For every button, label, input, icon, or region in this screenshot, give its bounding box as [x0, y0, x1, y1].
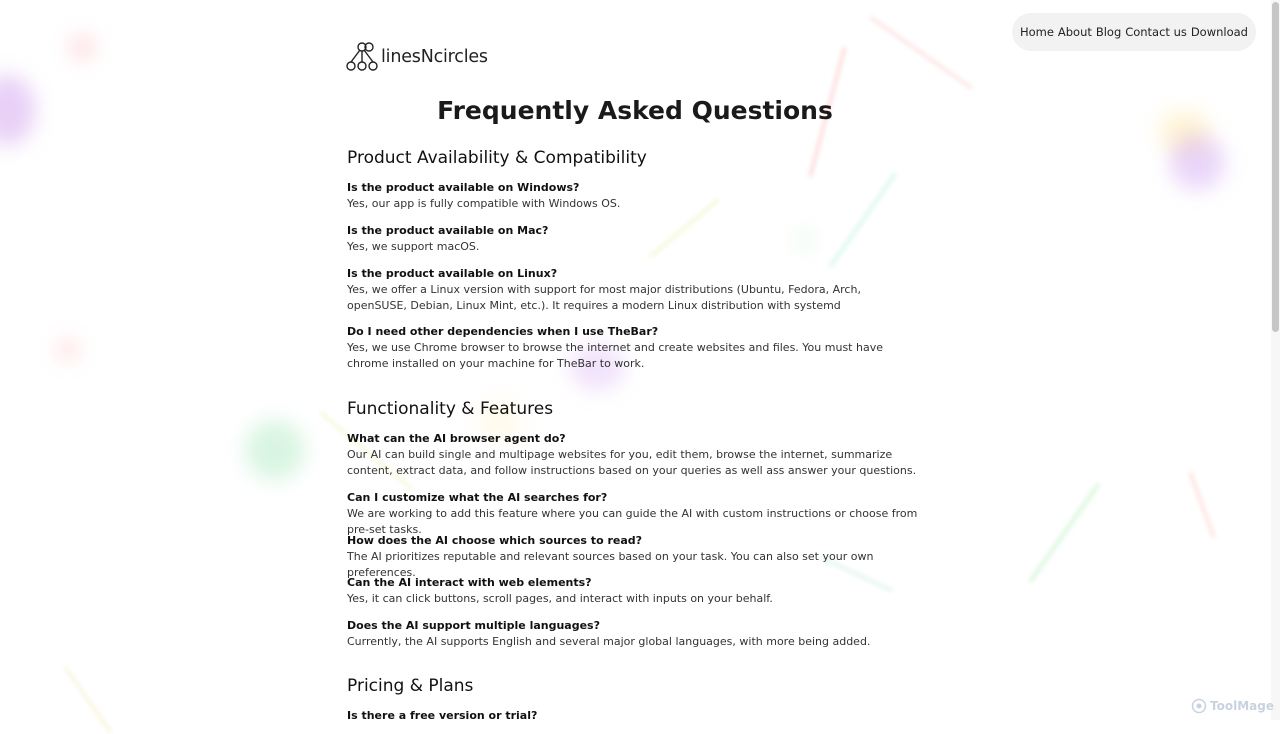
toolmage-logo-icon: [1191, 698, 1207, 714]
nav-contact-link[interactable]: Contact us: [1125, 25, 1187, 39]
faq-item: [347, 324, 922, 372]
faq-answer: Currently, the AI supports English and several major global languages, with more being added.: [347, 635, 871, 648]
site-logo[interactable]: [346, 42, 488, 72]
faq-item: [347, 223, 922, 255]
faq-question: Do I need other dependencies when I use TheBar?: [347, 325, 659, 338]
section-title-availability: Product Availability & Compatibility: [347, 148, 647, 168]
faq-answer: The AI prioritizes reputable and relevant sources based on your task. You can also set your own preferences.: [347, 550, 874, 579]
faq-answer: Yes, our app is fully compatible with Windows OS.: [347, 197, 621, 210]
faq-item: [347, 533, 922, 581]
faq-question: Can the AI interact with web elements?: [347, 576, 592, 589]
faq-question: Can I customize what the AI searches for?: [347, 491, 608, 504]
faq-question: How does the AI choose which sources to read?: [347, 534, 643, 547]
faq-item: [347, 575, 922, 607]
faq-item: [347, 490, 922, 538]
faq-question: Is the product available on Linux?: [347, 267, 558, 280]
faq-question: Is the product available on Windows?: [347, 181, 580, 194]
faq-answer: Yes, we offer a Linux version with support for most major distributions (Ubuntu, Fedora, Arch, openSUSE, Debian, Linux Mint, etc.). It requires a modern Linux distribution with systemd: [347, 283, 861, 312]
page-title: Frequently Asked Questions: [437, 96, 833, 125]
faq-answer: Yes, we support macOS.: [347, 240, 480, 253]
faq-item: [347, 708, 922, 724]
faq-answer: Yes, it can click buttons, scroll pages, and interact with inputs on your behalf.: [347, 592, 773, 605]
nav-home-link[interactable]: Home: [1019, 25, 1054, 39]
section-title-pricing: Pricing & Plans: [347, 676, 474, 696]
faq-item: [347, 180, 922, 212]
section-title-functionality: Functionality & Features: [347, 399, 554, 419]
faq-question: Does the AI support multiple languages?: [347, 619, 600, 632]
watermark-text: ToolMage: [1210, 699, 1274, 713]
scrollbar[interactable]: [1271, 0, 1280, 720]
faq-question: Is there a free version or trial?: [347, 709, 538, 722]
nav-about-link[interactable]: About: [1057, 25, 1092, 39]
faq-question: What can the AI browser agent do?: [347, 432, 566, 445]
faq-answer: Yes, we use Chrome browser to browse the internet and create websites and files. You must have chrome installed on your machine for TheBar to work.: [347, 341, 883, 370]
logo-text: linesNcircles: [381, 47, 488, 67]
top-nav: [1012, 13, 1256, 51]
scrollbar-thumb[interactable]: [1272, 2, 1279, 332]
faq-question: Is the product available on Mac?: [347, 224, 549, 237]
faq-answer: We are working to add this feature where you can guide the AI with custom instructions or choose from pre-set tasks.: [347, 507, 918, 536]
faq-item: [347, 618, 922, 650]
watermark: [1191, 698, 1274, 714]
nav-blog-link[interactable]: Blog: [1095, 25, 1122, 39]
three-circles-lines-icon: [346, 42, 380, 72]
faq-answer: Our AI can build single and multipage websites for you, edit them, browse the internet, summarize content, extract data, and follow instructions based on your queries as well ass answer your questions.: [347, 448, 917, 477]
faq-item: [347, 266, 922, 314]
nav-download-link[interactable]: Download: [1190, 25, 1248, 39]
faq-item: [347, 431, 922, 479]
